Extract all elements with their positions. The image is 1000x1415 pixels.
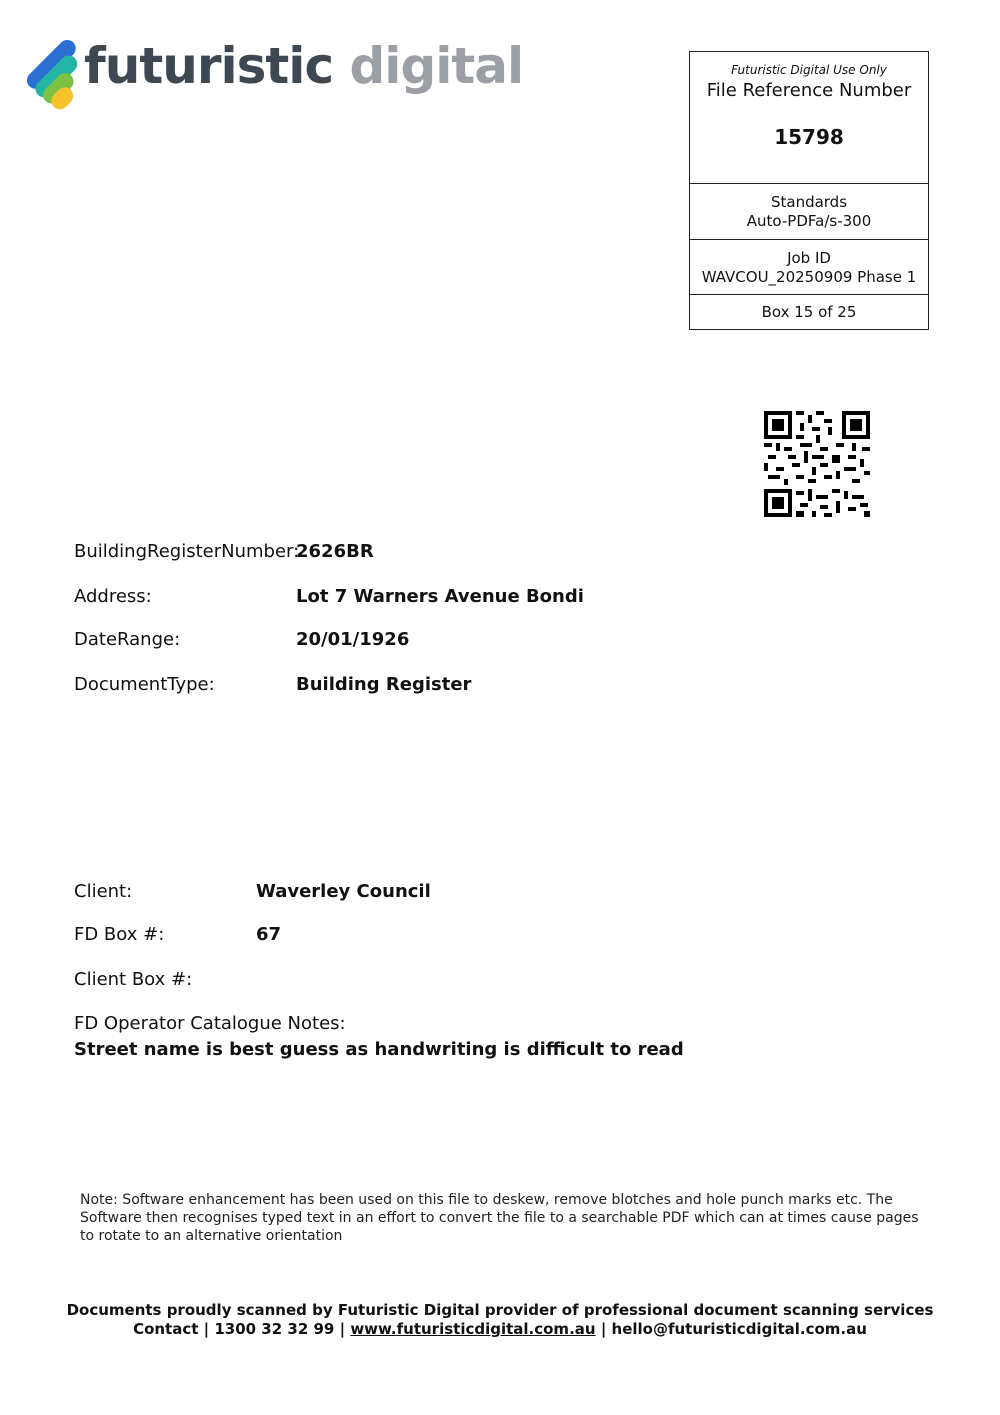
- footer-tagline: Documents proudly scanned by Futuristic Digital provider of professional document scanning services: [66, 1301, 934, 1319]
- footer: [0, 1301, 1000, 1339]
- standards-value: Auto-PDFa/s-300: [746, 212, 872, 230]
- catalogue-notes-label: FD Operator Catalogue Notes:: [74, 1013, 346, 1034]
- field-value: Building Register: [296, 674, 472, 695]
- qr-code-icon: [764, 411, 870, 517]
- field-label: Client:: [74, 881, 133, 902]
- field-value: Waverley Council: [256, 881, 431, 902]
- job-id-value: WAVCOU_20250909 Phase 1: [701, 268, 917, 286]
- software-disclaimer: Note: Software enhancement has been used on this file to deskew, remove blotches and hole punch marks etc. The Software then recognises typed text in an effort to convert the file to a searchable PDF which can at times cause pages to rotate to an alternative orientation: [80, 1192, 919, 1244]
- footer-separator: |: [600, 1320, 607, 1338]
- footer-contact: [0, 1320, 1000, 1339]
- field-value: Lot 7 Warners Avenue Bondi: [296, 586, 584, 607]
- footer-phone: Contact | 1300 32 32 99 |: [133, 1320, 346, 1338]
- logo-wordmark: [84, 36, 523, 96]
- field-label: FD Box #:: [74, 924, 165, 945]
- file-reference-number: 15798: [774, 125, 844, 149]
- field-label: DateRange:: [74, 629, 181, 650]
- field-label: Address:: [74, 586, 152, 607]
- logo-mark-icon: [24, 26, 84, 110]
- standards-label: Standards: [770, 193, 848, 211]
- field-label: BuildingRegisterNumber:: [74, 541, 300, 562]
- standards-cell: [690, 184, 928, 240]
- logo-word-digital: digital: [349, 37, 524, 95]
- footer-email[interactable]: hello@futuristicdigital.com.au: [611, 1320, 867, 1338]
- field-value: 67: [256, 924, 282, 945]
- website-link[interactable]: www.futuristicdigital.com.au: [350, 1320, 596, 1338]
- field-label: DocumentType:: [74, 674, 215, 695]
- company-logo: [24, 26, 524, 110]
- internal-use-note: Futuristic Digital Use Only: [731, 63, 887, 77]
- file-reference-box: [689, 51, 929, 330]
- catalogue-notes-value: Street name is best guess as handwriting is difficult to read: [74, 1039, 684, 1060]
- file-reference-label: File Reference Number: [706, 80, 912, 101]
- field-value: 2626BR: [296, 541, 374, 562]
- job-id-label: Job ID: [787, 249, 831, 267]
- box-count: Box 15 of 25: [761, 303, 857, 321]
- job-id-cell: [690, 240, 928, 295]
- field-value: 20/01/1926: [296, 629, 410, 650]
- logo-word-futuristic: futuristic: [84, 37, 334, 95]
- file-reference-cell: [690, 52, 928, 184]
- field-label: Client Box #:: [74, 969, 193, 990]
